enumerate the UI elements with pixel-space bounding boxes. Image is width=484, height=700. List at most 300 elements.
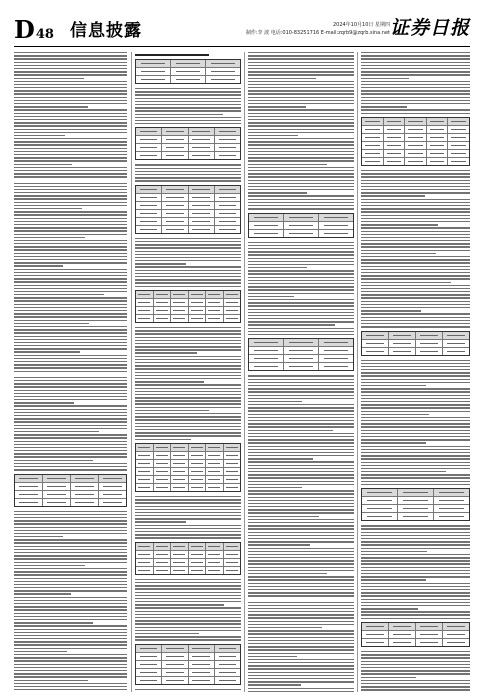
- table-row: [136, 484, 240, 491]
- body-text-line: [14, 689, 127, 690]
- body-text-line: [14, 466, 127, 467]
- table-cell: [43, 483, 71, 490]
- body-text-line: [14, 629, 127, 630]
- table-cell: [206, 315, 224, 322]
- body-text-line: [135, 174, 241, 175]
- body-text-line: [135, 276, 241, 277]
- table-row: [136, 567, 240, 574]
- body-text-line: [14, 613, 127, 614]
- table-cell: [171, 484, 189, 491]
- body-text-line: [248, 52, 354, 53]
- table-cell: [15, 491, 43, 498]
- body-text-line: [361, 563, 470, 564]
- table-row: [136, 645, 240, 653]
- body-text-line: [135, 588, 241, 589]
- body-text-line: [248, 446, 354, 447]
- table-cell: [136, 307, 154, 314]
- body-text-line: [14, 542, 127, 543]
- table-row: [362, 489, 469, 497]
- body-text-line: [248, 264, 354, 265]
- data-table: [135, 59, 241, 84]
- table-cell: [136, 128, 162, 135]
- body-text-line: [248, 199, 354, 200]
- body-text-line: [14, 339, 127, 340]
- body-text-line: [248, 621, 354, 622]
- body-text-line: [361, 618, 470, 619]
- table-cell: [443, 623, 469, 630]
- body-text-line: [361, 211, 470, 212]
- body-text-line: [135, 247, 241, 248]
- table-cell: [362, 332, 389, 339]
- body-text-line: [361, 307, 470, 308]
- body-text-line: [14, 606, 127, 607]
- body-text-line: [14, 58, 127, 59]
- body-text-line: [14, 326, 127, 327]
- table-row: [136, 68, 240, 76]
- body-text-line: [248, 426, 354, 427]
- body-text-line: [361, 686, 470, 687]
- body-text-line: [14, 450, 127, 451]
- body-text-line: [248, 675, 354, 676]
- body-text-line: [361, 592, 470, 593]
- table-cell: [136, 136, 162, 143]
- body-text-line: [135, 381, 204, 382]
- body-text-line: [361, 541, 470, 542]
- data-table: [135, 127, 241, 160]
- body-text-line: [361, 266, 470, 267]
- body-text-line: [248, 410, 354, 411]
- body-text-line: [135, 435, 241, 436]
- body-text-line: [361, 452, 470, 453]
- body-text-line: [361, 462, 470, 463]
- table-row: [249, 347, 353, 355]
- body-text-line: [248, 328, 354, 329]
- table-cell: [215, 653, 240, 660]
- body-text-line: [14, 227, 127, 228]
- body-text-line: [248, 254, 354, 255]
- table-cell: [189, 559, 207, 566]
- table-row: [15, 499, 126, 506]
- body-text-line: [361, 673, 470, 674]
- table-cell: [319, 222, 353, 229]
- table-cell: [249, 347, 284, 354]
- body-text-line: [361, 253, 436, 254]
- body-text-line: [14, 291, 127, 292]
- body-text-line: [135, 595, 241, 596]
- body-text-line: [135, 525, 241, 526]
- table-cell: [15, 475, 43, 482]
- body-text-line: [14, 90, 127, 91]
- body-text-line: [248, 103, 354, 104]
- table-cell: [362, 623, 389, 630]
- body-text-line: [361, 323, 470, 324]
- body-text-line: [248, 154, 354, 155]
- table-row: [136, 677, 240, 684]
- table-row: [362, 332, 469, 340]
- table-cell: [384, 126, 406, 133]
- body-text-line: [14, 313, 127, 314]
- body-text-line: [361, 183, 470, 184]
- body-text-line: [135, 279, 241, 280]
- table-cell: [189, 645, 215, 652]
- table-cell: [136, 60, 171, 67]
- body-text-line: [248, 519, 354, 520]
- table-cell: [224, 315, 241, 322]
- body-text-line: [14, 106, 88, 107]
- body-text-line: [361, 259, 470, 260]
- body-text-line: [135, 114, 223, 115]
- body-text-line: [361, 689, 470, 690]
- body-text-line: [14, 431, 99, 432]
- body-text-line: [248, 167, 354, 168]
- table-cell: [162, 210, 188, 217]
- table-cell: [206, 299, 224, 306]
- body-text-line: [135, 327, 241, 328]
- body-text-line: [248, 688, 354, 689]
- body-text-line: [361, 455, 470, 456]
- body-text-line: [248, 173, 354, 174]
- body-text-line: [248, 487, 302, 488]
- table-cell: [215, 645, 240, 652]
- body-text-line: [361, 411, 470, 412]
- body-text-line: [361, 285, 470, 286]
- table-cell: [189, 543, 207, 550]
- body-text-line: [361, 433, 470, 434]
- body-text-line: [14, 533, 127, 534]
- body-text-line: [135, 623, 241, 624]
- table-cell: [362, 126, 384, 133]
- table-cell: [434, 505, 469, 512]
- table-row: [362, 497, 469, 505]
- table-cell: [389, 623, 416, 630]
- body-text-line: [14, 364, 127, 365]
- body-text-line: [248, 395, 354, 396]
- body-text-line: [135, 340, 241, 341]
- body-text-line: [361, 442, 426, 443]
- table-cell: [405, 134, 427, 141]
- body-text-line: [361, 301, 470, 302]
- body-text-line: [135, 388, 241, 389]
- table-cell: [189, 452, 207, 459]
- body-text-line: [135, 512, 241, 513]
- body-text-line: [248, 289, 354, 290]
- data-table: [361, 331, 470, 356]
- body-text-line: [248, 324, 335, 325]
- body-text-line: [14, 189, 127, 190]
- body-text-line: [361, 595, 470, 596]
- table-cell: [416, 623, 443, 630]
- body-text-line: [248, 592, 354, 593]
- body-text-line: [248, 678, 354, 679]
- body-text-line: [14, 234, 127, 235]
- body-text-line: [135, 630, 241, 631]
- body-text-line: [248, 176, 354, 177]
- body-text-line: [135, 419, 241, 420]
- table-cell: [171, 551, 189, 558]
- body-text-line: [14, 135, 65, 136]
- body-text-line: [248, 258, 354, 259]
- body-text-line: [361, 446, 470, 447]
- table-row: [136, 543, 240, 551]
- body-text-line: [14, 574, 127, 575]
- table-row: [136, 669, 240, 677]
- table-cell: [99, 483, 126, 490]
- body-text-line: [14, 514, 127, 515]
- body-text-line: [248, 375, 354, 376]
- body-text-line: [361, 246, 470, 247]
- table-cell: [189, 136, 215, 143]
- body-text-line: [135, 110, 241, 111]
- body-text-line: [361, 474, 470, 475]
- body-text-line: [248, 500, 354, 501]
- body-text-line: [361, 278, 470, 279]
- body-text-line: [14, 654, 127, 655]
- body-text-line: [135, 689, 241, 690]
- body-text-line: [14, 371, 127, 372]
- body-text-line: [135, 528, 241, 529]
- body-text-line: [361, 250, 470, 251]
- table-cell: [136, 152, 162, 159]
- body-text-line: [135, 592, 241, 593]
- body-text-line: [14, 361, 127, 362]
- table-cell: [224, 460, 241, 467]
- table-row: [136, 226, 240, 233]
- table-cell: [189, 144, 215, 151]
- table-cell: [224, 567, 241, 574]
- body-text-line: [248, 125, 354, 126]
- body-text-line: [14, 269, 127, 270]
- body-text-line: [361, 391, 470, 392]
- table-cell: [215, 218, 240, 225]
- table-cell: [398, 489, 434, 496]
- body-text-line: [361, 417, 470, 418]
- body-text-line: [248, 477, 354, 478]
- body-text-line: [248, 331, 354, 332]
- body-text-line: [14, 622, 93, 623]
- table-cell: [224, 484, 241, 491]
- table-cell: [224, 444, 241, 451]
- body-text-line: [14, 383, 127, 384]
- body-text-line: [14, 355, 127, 356]
- table-cell: [398, 497, 434, 504]
- table-row: [362, 348, 469, 355]
- data-table: [361, 622, 470, 647]
- body-text-line: [248, 74, 354, 75]
- body-text-line: [14, 329, 127, 330]
- body-text-line: [248, 93, 354, 94]
- table-cell: [171, 559, 189, 566]
- body-text-line: [14, 148, 127, 149]
- table-cell: [362, 340, 389, 347]
- table-cell: [405, 158, 427, 165]
- body-text-line: [14, 351, 80, 352]
- table-cell: [427, 134, 449, 141]
- table-cell: [43, 499, 71, 506]
- editor-contact: 制作:李 波 电话:010-83251716 E-mail:zqrb9@zqrb.sina.net: [245, 30, 390, 36]
- data-table: [361, 117, 470, 166]
- body-text-line: [135, 270, 241, 271]
- header-rule: [14, 46, 470, 47]
- table-cell: [319, 230, 353, 237]
- table-cell: [362, 631, 389, 638]
- body-text-line: [361, 560, 470, 561]
- body-text-line: [248, 141, 354, 142]
- body-text-line: [361, 395, 470, 396]
- body-text-line: [361, 78, 409, 79]
- table-cell: [215, 226, 240, 233]
- masthead: [0, 0, 484, 44]
- body-text-line: [14, 609, 127, 610]
- table-cell: [162, 128, 188, 135]
- data-table: [135, 185, 241, 234]
- table-cell: [448, 118, 469, 125]
- table-row: [136, 468, 240, 476]
- body-text-line: [14, 676, 127, 677]
- body-text-line: [14, 469, 127, 470]
- body-text-line: [248, 659, 354, 660]
- body-text-line: [361, 320, 470, 321]
- body-text-line: [135, 263, 186, 264]
- body-text-line: [14, 412, 127, 413]
- body-text-line: [248, 573, 327, 574]
- body-text-line: [14, 300, 127, 301]
- table-cell: [162, 669, 188, 676]
- body-text-line: [248, 589, 354, 590]
- body-text-line: [135, 502, 241, 503]
- body-text-line: [248, 195, 354, 196]
- table-cell: [15, 499, 43, 506]
- table-row: [249, 214, 353, 222]
- table-row: [136, 202, 240, 210]
- body-text-line: [14, 205, 127, 206]
- table-cell: [189, 291, 207, 298]
- body-text-line: [14, 310, 127, 311]
- table-cell: [206, 307, 224, 314]
- table-cell: [162, 226, 188, 233]
- body-text-line: [14, 380, 127, 381]
- body-text-line: [248, 576, 354, 577]
- table-row: [136, 476, 240, 484]
- body-text-line: [14, 632, 127, 633]
- body-text-line: [361, 360, 470, 361]
- body-text-line: [14, 428, 127, 429]
- body-text-line: [135, 636, 241, 637]
- body-text-line: [248, 144, 354, 145]
- body-text-line: [248, 315, 354, 316]
- body-text-line: [135, 585, 241, 586]
- body-text-line: [248, 417, 354, 418]
- body-text-line: [361, 614, 470, 615]
- table-cell: [384, 134, 406, 141]
- body-text-line: [14, 555, 127, 556]
- body-text-line: [361, 471, 446, 472]
- table-cell: [15, 483, 43, 490]
- column-4: [361, 52, 470, 692]
- table-cell: [215, 210, 240, 217]
- body-text-line: [14, 520, 127, 521]
- table-cell: [189, 218, 215, 225]
- body-text-line: [14, 122, 127, 123]
- table-cell: [443, 340, 469, 347]
- body-text-line: [361, 436, 470, 437]
- body-text-line: [248, 532, 354, 533]
- table-cell: [189, 202, 215, 209]
- body-text-line: [135, 614, 241, 615]
- table-cell: [319, 355, 353, 362]
- body-text-line: [135, 273, 241, 274]
- body-text-line: [135, 362, 241, 363]
- body-text-line: [14, 65, 127, 66]
- body-text-line: [248, 583, 354, 584]
- table-cell: [215, 194, 240, 201]
- body-text-line: [361, 65, 470, 66]
- table-cell: [215, 152, 240, 159]
- body-text-line: [14, 281, 127, 282]
- body-text-line: [248, 160, 354, 161]
- body-text-line: [248, 449, 354, 450]
- body-text-line: [361, 74, 470, 75]
- table-cell: [189, 299, 207, 306]
- body-text-line: [361, 481, 470, 482]
- body-text-line: [135, 506, 241, 507]
- body-text-line: [14, 265, 63, 266]
- body-text-line: [248, 608, 354, 609]
- table-row: [136, 551, 240, 559]
- body-text-line: [248, 68, 354, 69]
- body-text-line: [14, 243, 127, 244]
- body-text-line: [14, 253, 127, 254]
- body-text-line: [135, 403, 241, 404]
- body-text-line: [14, 81, 127, 82]
- body-text-line: [361, 205, 470, 206]
- body-text-line: [135, 123, 241, 124]
- table-cell: [154, 315, 172, 322]
- table-cell: [427, 126, 449, 133]
- body-text-line: [248, 90, 354, 91]
- table-cell: [206, 444, 224, 451]
- body-text-line: [248, 280, 354, 281]
- body-text-line: [14, 275, 127, 276]
- table-cell: [136, 567, 154, 574]
- table-cell: [224, 543, 241, 550]
- body-text-line: [248, 646, 354, 647]
- body-text-line: [14, 294, 104, 295]
- body-text-line: [361, 294, 470, 295]
- body-text-line: [248, 401, 302, 402]
- table-cell: [206, 476, 224, 483]
- body-text-line: [248, 538, 354, 539]
- table-cell: [136, 559, 154, 566]
- body-text-line: [248, 391, 354, 392]
- body-text-line: [14, 683, 127, 684]
- table-cell: [215, 202, 240, 209]
- body-text-line: [135, 343, 241, 344]
- body-text-line: [135, 531, 241, 532]
- body-text-line: [248, 202, 354, 203]
- body-text-line: [14, 358, 127, 359]
- body-text-line: [14, 552, 127, 553]
- body-text-line: [248, 420, 354, 421]
- body-text-line: [248, 318, 354, 319]
- table-cell: [224, 291, 241, 298]
- table-cell: [206, 468, 224, 475]
- body-text-line: [361, 208, 470, 209]
- body-text-line: [14, 453, 127, 454]
- body-text-line: [361, 186, 470, 187]
- table-cell: [171, 567, 189, 574]
- table-cell: [384, 158, 406, 165]
- table-cell: [171, 60, 206, 67]
